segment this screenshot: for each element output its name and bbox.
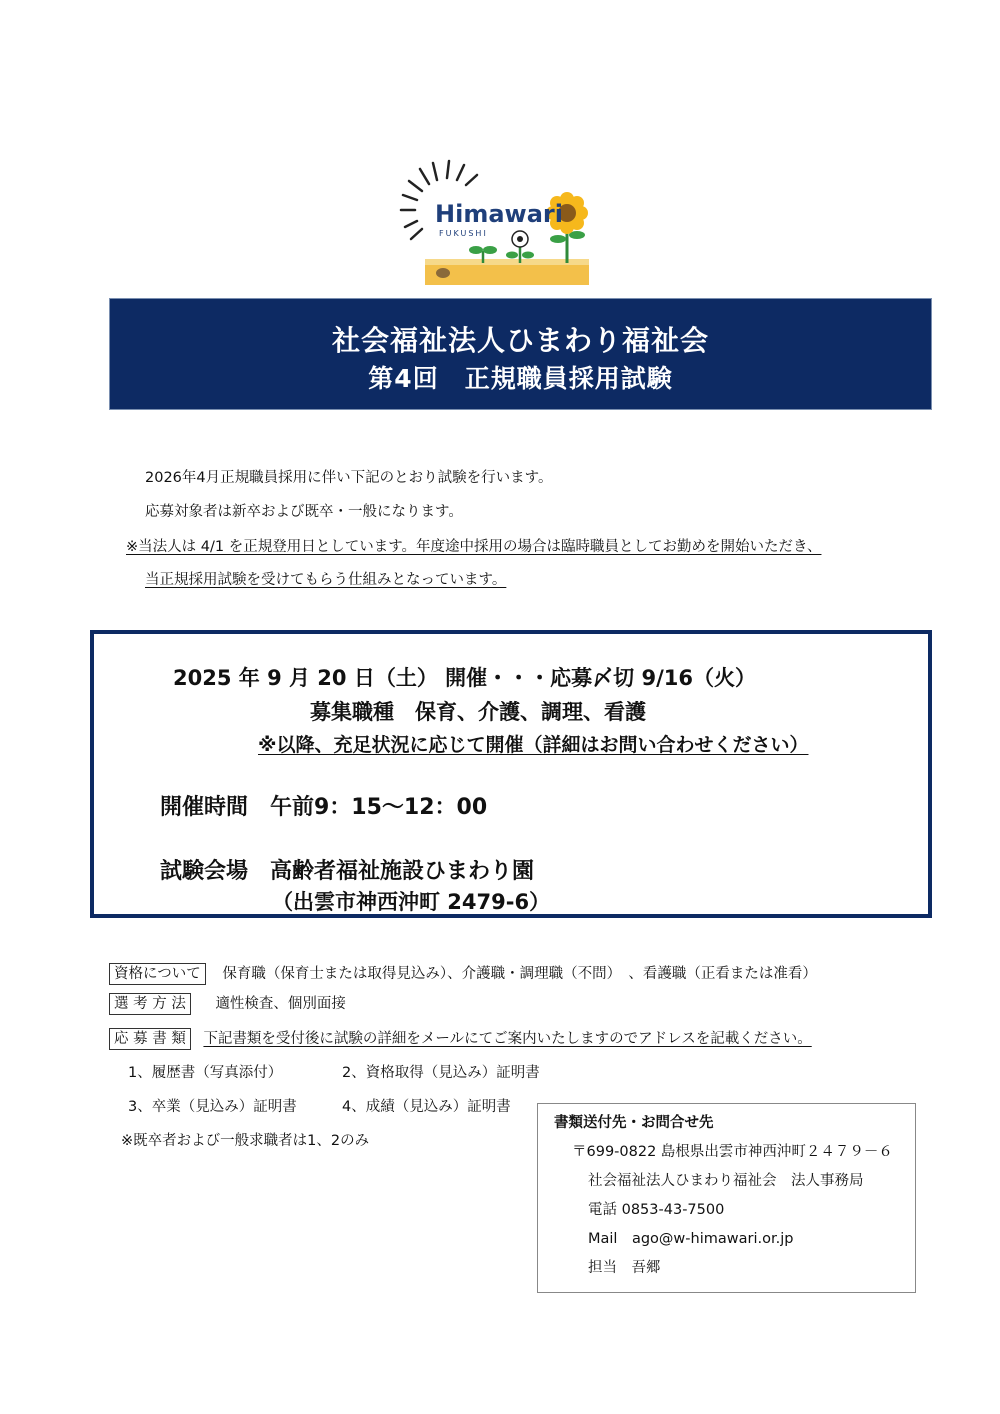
intro-note-1: ※当法人は 4/1 を正規登用日としています。年度途中採用の場合は臨時職員としてお勤めを開始いただき、 — [126, 539, 822, 555]
logo-brand-text: Himawari — [435, 200, 563, 228]
exam-title: 第4回 正規職員採用試験 — [368, 364, 673, 393]
event-date: 2025 年 9 月 20 日（土） 開催・・・応募〆切 9/16（火） — [173, 666, 756, 690]
organization-title: 社会福祉法人ひまわり福祉会 — [331, 324, 709, 357]
contact-box — [537, 1103, 916, 1293]
venue-address: （出雲市神西沖町 2479-6） — [272, 890, 551, 914]
contact-address: 〒699-0822 島根県出雲市神西沖町２４７９－６ — [572, 1144, 893, 1160]
job-types: 募集職種 保育、介護、調理、看護 — [310, 700, 646, 724]
qualification-label: 資格について — [109, 963, 206, 985]
intro-line-1: 2026年4月正規職員採用に伴い下記のとおり試験を行います。 — [145, 470, 553, 486]
event-note: ※以降、充足状況に応じて開催（詳細はお問い合わせください） — [258, 734, 809, 756]
sunflower-logo-graphic — [395, 155, 595, 290]
event-venue: 試験会場 高齢者福祉施設ひまわり園 — [160, 859, 535, 884]
logo-sub-text: FUKUSHI — [439, 229, 488, 238]
document-1: 1、履歴書（写真添付） — [128, 1065, 283, 1081]
document-4: 4、成績（見込み）証明書 — [342, 1099, 511, 1115]
documents-text: 下記書類を受付後に試験の詳細をメールにてご案内いたしますのでアドレスを記載ください。 — [203, 1031, 812, 1047]
method-label: 選 考 方 法 — [109, 993, 191, 1015]
documents-note: ※既卒者および一般求職者は1、2のみ — [121, 1133, 370, 1149]
title-banner — [109, 298, 932, 410]
event-time: 開催時間 午前9：15～12：00 — [160, 795, 488, 820]
contact-heading: 書類送付先・お問合せ先 — [554, 1115, 714, 1131]
contact-organization: 社会福祉法人ひまわり福祉会 法人事務局 — [588, 1173, 864, 1189]
himawari-logo — [395, 155, 595, 290]
document-2: 2、資格取得（見込み）証明書 — [342, 1065, 540, 1081]
intro-note-2: 当正規採用試験を受けてもらう仕組みとなっています。 — [145, 572, 507, 588]
method-text: 適性検査、個別面接 — [215, 996, 346, 1012]
qualification-row — [109, 962, 817, 985]
document-3: 3、卒業（見込み）証明書 — [128, 1099, 297, 1115]
intro-line-2: 応募対象者は新卒および既卒・一般になります。 — [145, 504, 463, 520]
qualification-text: 保育職（保育士または取得見込み）、介護職・調理職（不問） 、看護職（正看または准看） — [222, 966, 817, 982]
contact-phone: 電話 0853-43-7500 — [588, 1202, 725, 1218]
method-row — [109, 992, 346, 1015]
contact-person: 担当 吾郷 — [588, 1260, 661, 1276]
contact-email[interactable]: Mail ago@w-himawari.or.jp — [588, 1231, 794, 1247]
documents-label: 応 募 書 類 — [109, 1028, 191, 1050]
documents-row — [109, 1027, 812, 1050]
